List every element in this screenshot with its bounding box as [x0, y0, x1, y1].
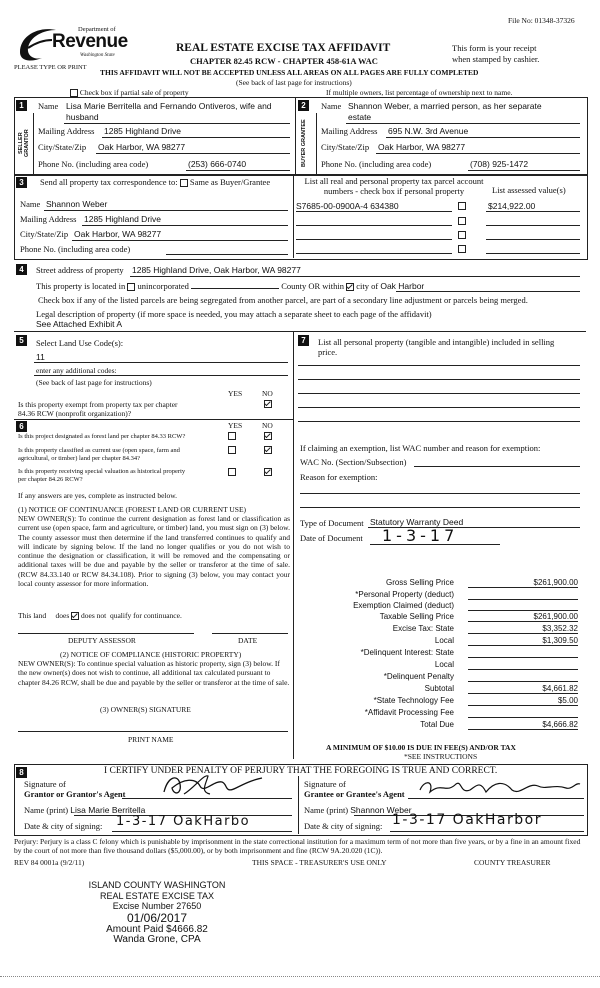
does-checkbox[interactable]: [71, 612, 79, 620]
treasurer-use-label: THIS SPACE - TREASURER'S USE ONLY: [252, 858, 387, 867]
calc-row-exemption: [300, 601, 580, 612]
additional-codes-label: enter any additional codes:: [36, 366, 117, 375]
continuance-row: [18, 611, 182, 620]
buyer-name-field[interactable]: Shannon Weber, a married person, as her separate: [348, 101, 542, 111]
see-back-top: (See back of last page for instructions): [236, 78, 352, 87]
buyer-phone-field[interactable]: (708) 925-1472: [470, 159, 529, 169]
calc-row-total: [300, 720, 580, 732]
historic-yes-checkbox[interactable]: [228, 468, 236, 476]
qualify-label: qualify for continuance.: [109, 611, 182, 620]
unincorporated-checkbox[interactable]: [127, 283, 135, 291]
doc-type-field[interactable]: Statutory Warranty Deed: [370, 517, 464, 527]
stamp-treasurer: Wanda Grone, CPA: [113, 934, 201, 945]
dept-revenue-logo: [16, 22, 126, 66]
receipt-note-1: This form is your receipt: [452, 43, 537, 53]
perjury-notice: Perjury: Perjury is a class C felony which is punishable by imprisonment in the state correctional institution for a maximum term of not more than five years, or by a fine in an amount fixed by the court of not more than five thousand dollars ($5,000.00), or by both imprisonment and fine (RCW 9A.20.020 (1C)).: [14, 837, 581, 855]
city-of-label: city of: [356, 281, 379, 291]
calc-label: Exemption Claimed (deduct): [353, 601, 454, 610]
calc-value[interactable]: $5.00: [468, 696, 578, 706]
historic-q-1: Is this property receiving special valuation as historical property: [18, 468, 186, 475]
deputy-assessor-label: DEPUTY ASSESSOR: [68, 636, 136, 645]
seller-name-label: Name: [38, 101, 59, 111]
section-6-badge: 6: [16, 421, 27, 432]
logo-revenue: Revenue: [52, 31, 128, 52]
form-title: REAL ESTATE EXCISE TAX AFFIDAVIT: [176, 42, 391, 54]
compliance-body: NEW OWNER(S): To continue special valuation as historic property, sign (3) below. If the new owner(s) does not wish to continue, all additional tax calculated pursuant to chapter 84.26 RCW, shall be due and payable by the seller or transferor at the time of sale.: [18, 659, 290, 687]
current-use-q-1: Is this property classified as current use (open space, farm and: [18, 447, 180, 454]
calc-value[interactable]: $261,900.00: [468, 578, 578, 588]
seller-mailing-field[interactable]: 1285 Highland Drive: [104, 126, 182, 136]
legal-desc-label: Legal description of property (if more space is needed, you may attach a separate sheet to each page of the affidavit): [36, 309, 432, 319]
unincorporated-label: unincorporated: [137, 281, 189, 291]
stamp-amount: Amount Paid $4666.82: [106, 923, 208, 935]
current-use-no-checkbox[interactable]: [264, 446, 272, 454]
seller-name-print-label: Name (print): [24, 805, 69, 815]
seller-phone-field[interactable]: (253) 666-0740: [188, 159, 247, 169]
street-label: Street address of property: [36, 265, 124, 275]
grantor-agent-label: Grantor or Grantor's Agent: [24, 789, 126, 799]
stamp-excise-number: Excise Number 27650: [112, 901, 202, 911]
buyer-grantee-label: BUYER GRANTEE: [301, 119, 307, 167]
buyer-name-field-2[interactable]: estate: [348, 112, 372, 122]
seller-name-field[interactable]: Lisa Marie Berritella and Fernando Ontiveros, wife and: [66, 101, 272, 111]
tax-calculation-table: [300, 578, 580, 732]
tax-corr-name-field[interactable]: Shannon Weber: [46, 199, 108, 209]
personal-property-checkbox-4[interactable]: [458, 245, 466, 253]
wac-label: WAC No. (Section/Subsection): [300, 457, 407, 467]
if-yes-note: If any answers are yes, complete as instructed below.: [18, 491, 178, 500]
section-3-badge: 3: [16, 177, 27, 188]
street-field[interactable]: 1285 Highland Drive, Oak Harbor, WA 98277: [132, 265, 301, 275]
assessed-value-1[interactable]: $214,922.00: [488, 201, 536, 211]
seller-mailing-label: Mailing Address: [38, 126, 95, 136]
see-instructions: *SEE INSTRUCTIONS: [404, 752, 478, 761]
tax-corr-city-field[interactable]: Oak Harbor, WA 98277: [74, 229, 162, 239]
calc-value[interactable]: [468, 601, 578, 611]
minimum-fee-note: A MINIMUM OF $10.00 IS DUE IN FEE(S) AND/OR TAX: [326, 743, 516, 752]
doc-date-label: Date of Document: [300, 533, 363, 543]
buyer-city-field[interactable]: Oak Harbor, WA 98277: [378, 142, 466, 152]
partial-sale-row: [70, 88, 189, 97]
tax-corr-name-label: Name: [20, 199, 41, 209]
exempt-no-checkbox[interactable]: [264, 400, 272, 408]
personal-property-checkbox-1[interactable]: [458, 202, 466, 210]
calc-row-subtotal: [300, 684, 580, 696]
grantee-agent-label: Grantee or Grantee's Agent: [304, 789, 405, 799]
calc-value[interactable]: $1,309.50: [468, 636, 578, 646]
calc-label: Gross Selling Price: [385, 578, 454, 587]
current-use-yes-checkbox[interactable]: [228, 446, 236, 454]
sec6-no-header: NO: [262, 421, 273, 430]
owner-signature-label: (3) OWNER(S) SIGNATURE: [100, 705, 191, 714]
seller-name-field-2[interactable]: husband: [66, 112, 99, 122]
forest-q: Is this project designated as forest land per chapter 84.33 RCW?: [18, 433, 186, 440]
tax-corr-mailing-label: Mailing Address: [20, 214, 77, 224]
calc-label: Taxable Selling Price: [379, 612, 454, 621]
seller-signature-handwritten[interactable]: [144, 772, 274, 798]
county-treasurer-label: COUNTY TREASURER: [474, 858, 551, 867]
buyer-date-city-handwritten[interactable]: 1-3-17 OakHarbor: [392, 812, 542, 828]
county-or-within-label: County OR within: [281, 281, 344, 291]
receipt-note-2: when stamped by cashier.: [452, 54, 540, 64]
logo-dept-of: Department of: [78, 26, 116, 33]
calc-value[interactable]: [468, 648, 578, 658]
land-use-label: Select Land Use Code(s):: [36, 338, 124, 348]
buyer-name-print-field[interactable]: Shannon Weber: [350, 805, 412, 815]
calc-value[interactable]: $4,666.82: [468, 720, 578, 730]
same-as-buyer-label: Same as Buyer/Grantee: [189, 177, 271, 187]
calc-row-interest-local: [300, 660, 580, 672]
forest-yes-checkbox[interactable]: [228, 432, 236, 440]
city-field[interactable]: Oak Harbor: [380, 281, 425, 291]
tax-corr-phone-label: Phone No. (including area code): [20, 244, 131, 254]
section-2-badge: 2: [298, 100, 309, 111]
seller-city-label: City/State/Zip: [38, 142, 87, 152]
within-city-checkbox[interactable]: [346, 283, 354, 291]
buyer-mailing-field[interactable]: 695 N.W. 3rd Avenue: [388, 126, 469, 136]
does-not-label: does not: [81, 611, 107, 620]
tax-corr-city-label: City/State/Zip: [20, 229, 69, 239]
stamp-tax: REAL ESTATE EXCISE TAX: [99, 890, 215, 901]
multiple-owners-note: If multiple owners, list percentage of ownership next to name.: [326, 88, 513, 97]
forest-no-checkbox[interactable]: [264, 432, 272, 440]
calc-value[interactable]: [468, 590, 578, 600]
personal-property-label-2: price.: [318, 347, 338, 357]
seller-date-city-handwritten[interactable]: 1-3-17 OakHarbo: [116, 814, 251, 829]
personal-property-label-1: List all personal property (tangible and intangible) included in selling: [318, 337, 555, 347]
land-use-see-back: (See back of last page for instructions): [36, 378, 152, 387]
personal-property-checkbox-2[interactable]: [458, 217, 466, 225]
calc-value[interactable]: $3,352.32: [468, 624, 578, 634]
seller-city-field[interactable]: Oak Harbor, WA 98277: [98, 142, 186, 152]
section-1-badge: 1: [16, 100, 27, 111]
print-name-label: PRINT NAME: [128, 735, 174, 744]
assessor-date-label: DATE: [238, 636, 258, 645]
assessed-header: List assessed value(s): [492, 185, 566, 195]
calc-label: *State Technology Fee: [373, 696, 454, 705]
reason-label: Reason for exemption:: [300, 472, 378, 482]
calc-value[interactable]: [468, 708, 578, 718]
form-warning: THIS AFFIDAVIT WILL NOT BE ACCEPTED UNLESS ALL AREAS ON ALL PAGES ARE FULLY COMPLETED: [100, 68, 479, 77]
calc-label: *Delinquent Penalty: [383, 672, 454, 681]
doc-type-label: Type of Document: [300, 518, 364, 528]
calc-value[interactable]: [468, 660, 578, 670]
calc-label: *Delinquent Interest: State: [360, 648, 454, 657]
calc-row-excise-state: [300, 624, 580, 636]
form-chapter: CHAPTER 82.45 RCW - CHAPTER 458-61A WAC: [190, 56, 378, 66]
continuance-title: (1) NOTICE OF CONTINUANCE (FOREST LAND OR CURRENT USE): [18, 505, 247, 514]
form-revision: REV 84 0001a (9/2/11): [14, 858, 85, 867]
location-row: [36, 281, 424, 291]
calc-row-processing-fee: [300, 708, 580, 720]
buyer-signature-label: Signature of: [304, 779, 346, 789]
same-as-buyer-checkbox[interactable]: [180, 179, 188, 187]
calc-value[interactable]: $261,900.00: [468, 612, 578, 622]
calc-row-interest-state: [300, 648, 580, 660]
calc-label: *Affidavit Processing Fee: [364, 708, 454, 717]
stamp-date: 01/06/2017: [126, 910, 188, 925]
continuance-body: NEW OWNER(S): To continue the current designation as forest land or classification as current use (open space, farm and agriculture, or timber) land, you must sign on (3) below. The county assessor must then determine if the land transferred continues to qualify and will indicate by signing below. If the land no longer qualifies or you do not wish to continue the designation or classification, it will be removed and the compensating or additional taxes will be due and payable by the seller or transferor at the time of sale. (RCW 84.33.140 or RCW 84.34.108). Prior to signing (3) below, you may contact your local county assessor for more information.: [18, 514, 290, 589]
buyer-name-print-label: Name (print): [304, 805, 349, 815]
calc-value[interactable]: [468, 672, 578, 682]
historic-q-2: per chapter 84.26 RCW?: [18, 476, 83, 483]
sec5-no-header: NO: [262, 389, 273, 398]
historic-no-checkbox[interactable]: [264, 468, 272, 476]
parcel-number-1[interactable]: S7685-00-0900A-4 634380: [296, 201, 399, 211]
tax-corr-header-text: Send all property tax correspondence to:: [40, 177, 178, 187]
land-use-code-field[interactable]: 11: [36, 352, 45, 362]
calc-value[interactable]: $4,661.82: [468, 684, 578, 694]
stamp-county: ISLAND COUNTY WASHINGTON: [88, 880, 226, 890]
section-7-badge: 7: [298, 335, 309, 346]
parcel-header-2: numbers - check box if personal property: [323, 186, 465, 196]
tax-corr-mailing-field[interactable]: 1285 Highland Drive: [84, 214, 162, 224]
calc-row-excise-local: [300, 636, 580, 648]
calc-label: *Personal Property (deduct): [355, 590, 454, 599]
sec5-yes-header: YES: [228, 389, 243, 398]
tax-corr-header: [40, 177, 270, 187]
calc-row-penalty: [300, 672, 580, 684]
does-label: does: [55, 611, 70, 620]
sec6-yes-header: YES: [228, 421, 243, 430]
buyer-name-label: Name: [321, 101, 342, 111]
calc-row-tech-fee: [300, 696, 580, 708]
personal-property-checkbox-3[interactable]: [458, 231, 466, 239]
please-type: PLEASE TYPE OR PRINT: [14, 64, 87, 71]
buyer-date-city-label: Date & city of signing:: [304, 821, 383, 831]
certify-statement: I CERTIFY UNDER PENALTY OF PERJURY THAT THE FOREGOING IS TRUE AND CORRECT.: [104, 766, 498, 776]
file-number: File No: 01348-37326: [508, 16, 575, 25]
seller-phone-label: Phone No. (including area code): [38, 159, 149, 169]
doc-date-handwritten[interactable]: 1-3-17: [382, 526, 459, 545]
buyer-phone-label: Phone No. (including area code): [321, 159, 432, 169]
calc-label: Local: [434, 660, 454, 669]
exempt-q-2: 84.36 RCW (nonprofit organization)?: [18, 409, 132, 418]
buyer-mailing-label: Mailing Address: [321, 126, 378, 136]
exempt-q-1: Is this property exempt from property tax per chapter: [18, 400, 178, 409]
logo-state: Washington State: [80, 53, 115, 58]
calc-row-taxable: [300, 612, 580, 624]
seller-grantor-label: SELLER GRANTOR: [18, 129, 30, 157]
section-5-badge: 5: [16, 335, 27, 346]
calc-label: Excise Tax: State: [392, 624, 454, 633]
legal-desc-field[interactable]: See Attached Exhibit A: [36, 319, 123, 329]
treasurer-stamp: [82, 880, 232, 946]
partial-sale-label: Check box if partial sale of property: [79, 88, 189, 97]
seller-date-city-label: Date & city of signing:: [24, 821, 103, 831]
parcel-header: [300, 176, 488, 196]
calc-label: Total Due: [420, 720, 454, 729]
located-in-label: This property is located in: [36, 281, 126, 291]
parcel-header-1: List all real and personal property tax parcel account: [304, 176, 484, 186]
section-8-badge: 8: [16, 767, 27, 778]
this-land-label: This land: [18, 611, 47, 620]
exemption-label: If claiming an exemption, list WAC number and reason for exemption:: [300, 443, 541, 453]
seller-name-print-field[interactable]: Lisa Marie Berritella: [70, 805, 146, 815]
calc-label: Subtotal: [424, 684, 454, 693]
seller-signature-label: Signature of: [24, 779, 66, 789]
calc-label: Local: [434, 636, 454, 645]
buyer-signature-handwritten[interactable]: [416, 776, 582, 798]
current-use-q-2: agricultural, or timber) land per chapter 84.34?: [18, 455, 141, 462]
segregated-note: Check box if any of the listed parcels are being segregated from another parcel, are part of a secondary line adjustment or parcels being merged.: [38, 295, 528, 305]
calc-row-gross: [300, 578, 580, 590]
calc-row-personal-property: [300, 590, 580, 601]
section-4-badge: 4: [16, 264, 27, 275]
compliance-title: (2) NOTICE OF COMPLIANCE (HISTORIC PROPERTY): [60, 650, 242, 659]
buyer-city-label: City/State/Zip: [321, 142, 370, 152]
